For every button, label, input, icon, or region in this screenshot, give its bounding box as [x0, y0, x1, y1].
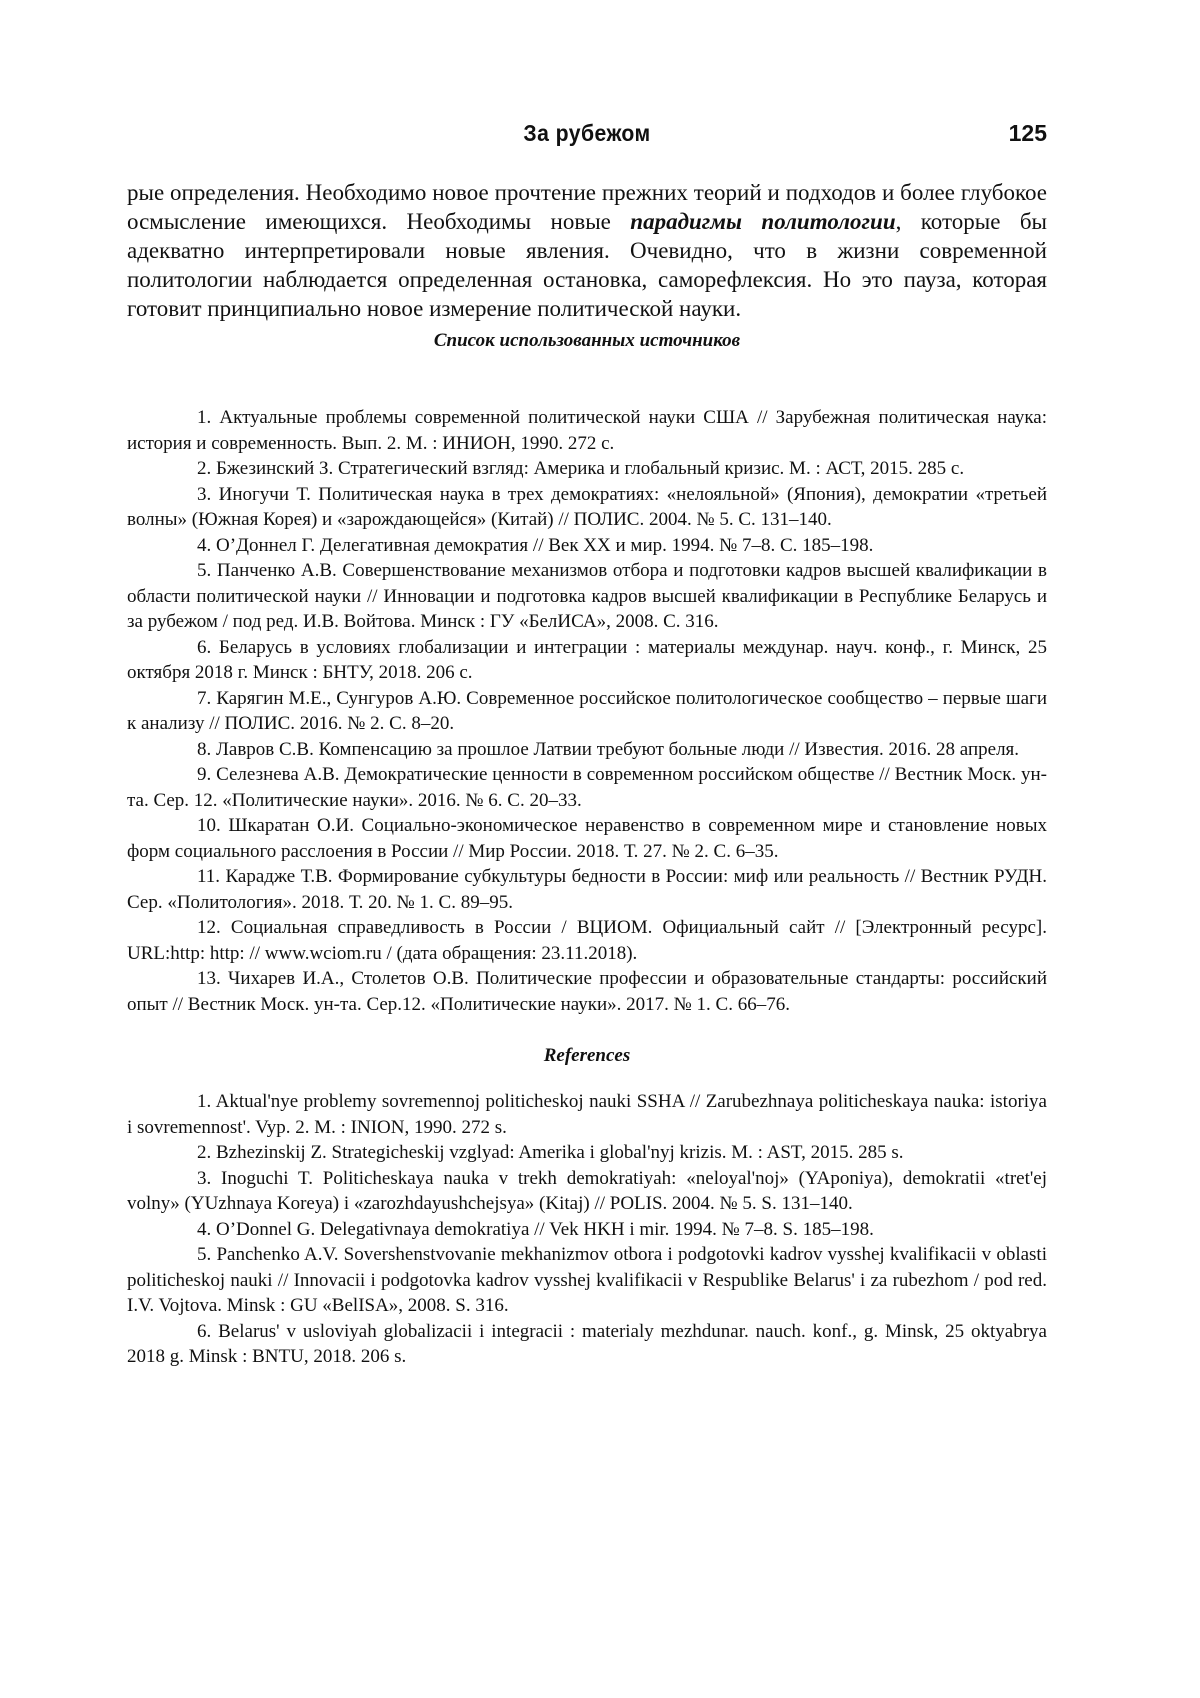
running-header — [127, 120, 1047, 154]
reference-entry: 3. Иногучи Т. Политическая наука в трех демократиях: «нелояльной» (Япония), демократии «третьей волны» (Южная Корея) и «зарождающейся» (Китай) // ПОЛИС. 2004. № 5. С. 131–140. — [127, 483, 1047, 530]
reference-entry: 5. Panchenko A.V. Sovershenstvovanie mekhanizmov otbora i podgotovki kadrov vysshej kvalifikacii v oblasti politicheskoj nauki // Innovacii i podgotovka kadrov vysshej kvalifikacii v Respublike Belarus' i za rubezhom / pod red. I.V. Vojtova. Minsk : GU «BelISA», 2008. S. 316. — [127, 1244, 1047, 1316]
reference-entry: 2. Бжезинский З. Стратегический взгляд: Америка и глобальный кризис. М. : АСТ, 2015. 285 с. — [197, 458, 965, 479]
reference-entry: 8. Лавров С.В. Компенсацию за прошлое Латвии требуют больные люди // Известия. 2016. 28 апреля. — [197, 738, 1020, 760]
reference-entry: 1. Aktual'nye problemy sovremennoj politicheskoj nauki SSHA // Zarubezhnaya politicheskaya nauka: istoriya i sovremennost'. Vyp. 2. M. : INION, 1990. 272 s. — [127, 1091, 1047, 1138]
reference-entry: 13. Чихарев И.А., Столетов О.В. Политические профессии и образовательные стандарты: российский опыт // Вестник Моск. ун-та. Сер.12. «Политические науки». 2017. № 1. С. 66–76. — [127, 968, 1047, 1015]
reference-entry: 5. Панченко А.В. Совершенствование механизмов отбора и подготовки кадров высшей квалификации в области политической науки // Инновации и подготовка кадров высшей квалификации в Республике Беларусь и за рубежом / под ред. И.В. Войтова. Минск : ГУ «БелИСА», 2008. С. 316. — [127, 560, 1047, 632]
references-list — [127, 1089, 1047, 1370]
sources-list — [127, 405, 1047, 1017]
reference-entry: 2. Bzhezinskij Z. Strategicheskij vzglyad: Amerika i global'nyj krizis. M. : AST, 2015. 285 s. — [197, 1142, 904, 1163]
intro-text-start: рые определения. Необходимо новое прочтение прежних теорий и подходов и более глубокое осмысление имеющихся. Необходимы новые — [127, 180, 1047, 234]
reference-entry: 12. Социальная справедливость в России / ВЦИОМ. Официальный сайт // [Электронный ресурс]. URL:http: http: // www.wciom.ru / (дата обращения: 23.11.2018). — [127, 917, 1047, 964]
reference-entry: 9. Селезнева А.В. Демократические ценности в современном российском обществе // Вестник Моск. ун-та. Сер. 12. «Политические науки». 2016. № 6. С. 20–33. — [127, 764, 1047, 811]
reference-entry: 11. Карадже Т.В. Формирование субкультуры бедности в России: миф или реальность // Вестник РУДН. Сер. «Политология». 2018. Т. 20. № 1. С. 89–95. — [127, 866, 1047, 913]
reference-entry: 3. Inoguchi T. Politicheskaya nauka v trekh demokratiyah: «neloyal'noj» (YAponiya), demokratii «tret'ej volny» (YUzhnaya Koreya) i «zarozhdayushchejsya» (Kitaj) // POLIS. 2004. № 5. S. 131–140. — [127, 1167, 1047, 1214]
intro-paragraph — [127, 178, 1047, 323]
reference-entry: 10. Шкаратан О.И. Социально-экономическое неравенство в современном мире и становление новых форм социального расслоения в России // Мир России. 2018. Т. 27. № 2. С. 6–35. — [127, 815, 1047, 862]
intro-emphasis: парадигмы политологии — [630, 209, 896, 234]
reference-entry: 6. Беларусь в условиях глобализации и интеграции : материалы междунар. науч. конф., г. Минск, 25 октября 2018 г. Минск : БНТУ, 2018. 206 с. — [127, 636, 1047, 683]
reference-entry: 6. Belarus' v usloviyah globalizacii i integracii : materialy mezhdunar. nauch. konf., g. Minsk, 25 oktyabrya 2018 g. Minsk : BNTU, 2018. 206 s. — [127, 1320, 1047, 1367]
reference-entry: 4. О’Доннел Г. Делегативная демократия // Век ХХ и мир. 1994. № 7–8. С. 185–198. — [197, 534, 874, 556]
reference-entry: 4. O’Donnel G. Delegativnaya demokratiya // Vek HKH i mir. 1994. № 7–8. S. 185–198. — [197, 1218, 874, 1240]
references-heading: References — [543, 1045, 631, 1066]
sources-heading: Список использованных источников — [433, 330, 741, 351]
reference-entry: 1. Актуальные проблемы современной политической науки США // Зарубежная политическая наука: история и современность. Вып. 2. М. : ИНИОН, 1990. 272 с. — [127, 407, 1047, 454]
reference-entry: 7. Карягин М.Е., Сунгуров А.Ю. Современное российское политологическое сообщество – первые шаги к анализу // ПОЛИС. 2016. № 2. С. 8–20. — [127, 687, 1047, 734]
running-title: За рубежом — [523, 120, 651, 146]
intro-text-end: , которые бы адекватно интерпретировали новые явления. Очевидно, что в жизни современной политологии наблюдается определенная остановка, саморефлексия. Но это пауза, которая готовит принципиально новое измерение политической науки. — [127, 209, 1047, 321]
page-number: 125 — [1008, 120, 1047, 146]
